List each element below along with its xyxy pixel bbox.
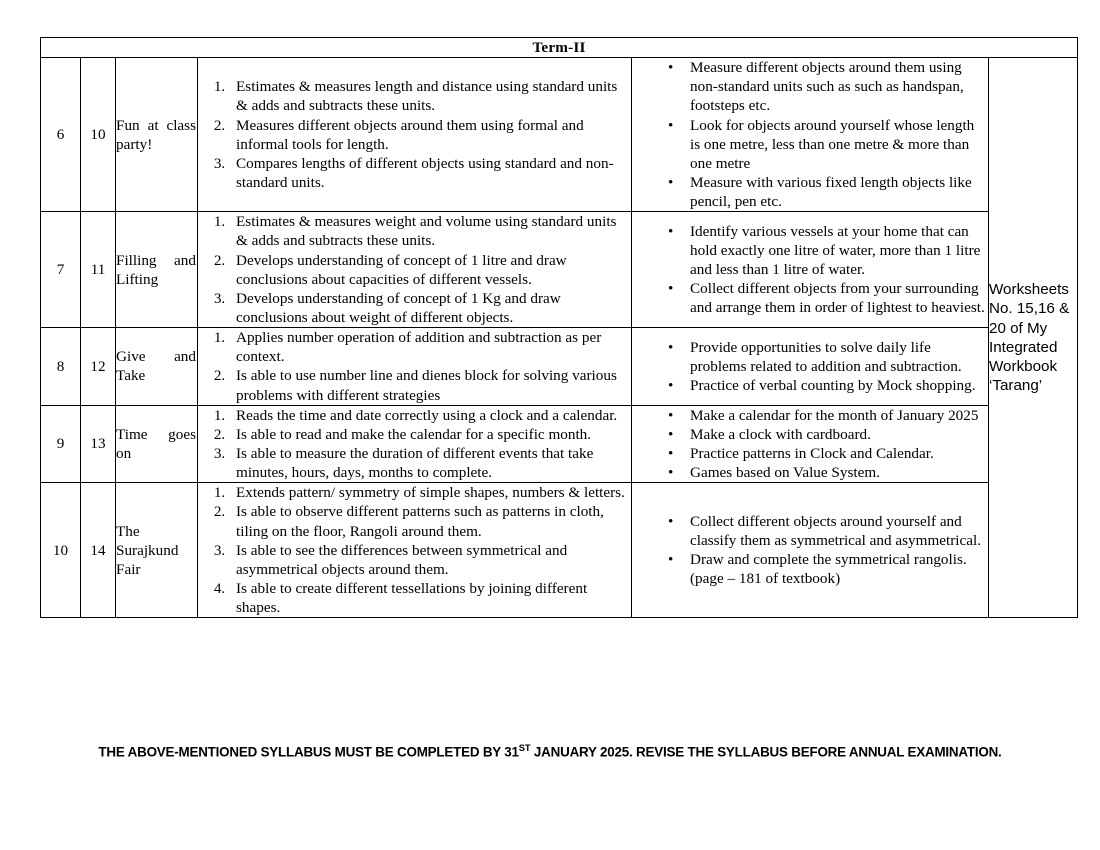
- bullet-icon: •: [668, 59, 674, 77]
- list-item: 3. Develops understanding of concept of 1 Kg and draw conclusions about weight of different objects.: [229, 289, 631, 327]
- list-item: 2. Is able to read and make the calendar for a specific month.: [229, 425, 631, 444]
- row-week: 10: [81, 58, 116, 212]
- activities-list: [632, 222, 988, 318]
- row-outcomes: [198, 212, 632, 328]
- list-item: 3. Compares lengths of different objects using standard and non-standard units.: [229, 154, 631, 192]
- row-theme-label: Fun at class party!: [116, 116, 196, 153]
- list-item-text: Games based on Value System.: [690, 464, 880, 482]
- row-theme: [116, 58, 198, 212]
- bullet-icon: •: [668, 222, 674, 240]
- row-activities: [632, 483, 989, 618]
- row-sno: 9: [41, 405, 81, 483]
- bullet-icon: •: [668, 425, 674, 443]
- list-item: 4. Is able to create different tessellations by joining different shapes.: [229, 579, 631, 617]
- row-sno: 7: [41, 212, 81, 328]
- bullet-icon: •: [668, 173, 674, 191]
- activities-list: [632, 406, 988, 483]
- list-item: 2. Is able to observe different patterns such as patterns in cloth, tiling on the floor, Rangoli around them.: [229, 502, 631, 540]
- list-item: [668, 279, 988, 317]
- list-item: [668, 222, 988, 279]
- outcomes-list: [198, 483, 631, 617]
- table-row: [41, 405, 1078, 483]
- row-theme-label: Give and Take: [116, 348, 196, 385]
- row-outcomes: [198, 405, 632, 483]
- list-item: 1. Applies number operation of addition and subtraction as per context.: [229, 328, 631, 366]
- list-item-text: Provide opportunities to solve daily life problems related to addition and subtraction.: [690, 338, 962, 375]
- list-item: [668, 58, 988, 115]
- list-item-text: Measure different objects around them using non-standard units such as such as handspan, footsteps etc.: [690, 59, 964, 115]
- row-outcomes: [198, 328, 632, 406]
- row-theme: [116, 483, 198, 618]
- list-item-text: Collect different objects from your surrounding and arrange them in order of lightest to heaviest.: [690, 280, 985, 317]
- bullet-icon: •: [668, 406, 674, 424]
- list-item: 2. Measures different objects around them using formal and informal tools for length.: [229, 116, 631, 154]
- list-item-text: Look for objects around yourself whose length is one metre, less than one metre & more than one metre: [690, 116, 975, 172]
- footer-note-part2: JANUARY 2025. REVISE THE SYLLABUS BEFORE ANNUAL EXAMINATION.: [530, 744, 1002, 760]
- row-sno: 10: [41, 483, 81, 618]
- row-activities: [632, 405, 989, 483]
- bullet-icon: •: [668, 464, 674, 482]
- activities-list: [632, 512, 988, 589]
- outcomes-list: [198, 77, 631, 192]
- bullet-icon: •: [668, 116, 674, 134]
- list-item-text: Identify various vessels at your home that can hold exactly one litre of water, more than 1 litre and less than 1 litre of water.: [690, 222, 981, 279]
- table-title-row: [41, 38, 1078, 58]
- bullet-icon: •: [668, 551, 674, 569]
- bullet-icon: •: [668, 338, 674, 356]
- list-item-text: Practice of verbal counting by Mock shopping.: [690, 376, 976, 394]
- outcomes-list: [198, 328, 631, 405]
- row-week: 12: [81, 328, 116, 406]
- bullet-icon: •: [668, 280, 674, 298]
- row-activities: [632, 328, 989, 406]
- row-activities: [632, 58, 989, 212]
- bullet-icon: •: [668, 376, 674, 394]
- row-week: 11: [81, 212, 116, 328]
- table-row: [41, 328, 1078, 406]
- row-week: 13: [81, 405, 116, 483]
- list-item: [668, 338, 988, 376]
- row-theme-label: Time goes on: [116, 425, 196, 462]
- list-item-text: Measure with various fixed length objects like pencil, pen etc.: [690, 173, 972, 211]
- bullet-icon: •: [668, 512, 674, 530]
- list-item: [668, 425, 988, 444]
- list-item: [668, 173, 988, 211]
- list-item: [668, 463, 988, 482]
- list-item: [668, 550, 988, 588]
- worksheet-reference-cell: Worksheets No. 15,16 & 20 of My Integrated Workbook ‘Tarang’: [989, 58, 1078, 618]
- outcomes-list: [198, 212, 631, 327]
- row-theme-label: The Surajkund Fair: [116, 522, 179, 578]
- list-item: 2. Develops understanding of concept of 1 litre and draw conclusions about capacities of different vessels.: [229, 251, 631, 289]
- row-theme: [116, 328, 198, 406]
- row-sno: 6: [41, 58, 81, 212]
- row-sno: 8: [41, 328, 81, 406]
- list-item: 3. Is able to see the differences between symmetrical and asymmetrical objects around them.: [229, 541, 631, 579]
- footer-note: [0, 742, 1100, 759]
- row-activities: [632, 212, 989, 328]
- list-item-text: Collect different objects around yourself and classify them as symmetrical and asymmetrical.: [690, 512, 982, 550]
- list-item: 1. Estimates & measures length and distance using standard units & adds and subtracts these units.: [229, 77, 631, 115]
- list-item-text: Make a calendar for the month of January 2025: [690, 406, 979, 424]
- list-item: [668, 376, 988, 395]
- list-item: 1. Estimates & measures weight and volume using standard units & adds and subtracts these units.: [229, 212, 631, 250]
- activities-list: [632, 338, 988, 395]
- footer-note-part1: THE ABOVE-MENTIONED SYLLABUS MUST BE COMPLETED BY 31: [98, 744, 519, 760]
- list-item-text: Practice patterns in Clock and Calendar.: [690, 444, 934, 462]
- term-title: Term-II: [41, 38, 1078, 58]
- list-item: 3. Is able to measure the duration of different events that take minutes, hours, days, months to complete.: [229, 444, 631, 482]
- row-theme: [116, 212, 198, 328]
- list-item: [668, 444, 988, 463]
- row-theme: [116, 405, 198, 483]
- activities-list: [632, 58, 988, 211]
- list-item: [668, 116, 988, 173]
- table-row: [41, 483, 1078, 618]
- row-theme-label: Filling and Lifting: [116, 251, 196, 288]
- table-row: [41, 212, 1078, 328]
- row-outcomes: [198, 483, 632, 618]
- outcomes-list: [198, 406, 631, 483]
- list-item: [668, 512, 988, 550]
- table-row: [41, 58, 1078, 212]
- bullet-icon: •: [668, 444, 674, 462]
- list-item: [668, 406, 988, 425]
- row-week: 14: [81, 483, 116, 618]
- list-item: 2. Is able to use number line and dienes block for solving various problems with different strategies: [229, 366, 631, 404]
- list-item-text: Draw and complete the symmetrical rangolis.(page – 181 of textbook): [690, 551, 967, 588]
- syllabus-table: [40, 37, 1078, 618]
- list-item: 1. Extends pattern/ symmetry of simple shapes, numbers & letters.: [229, 483, 631, 502]
- list-item-text: Make a clock with cardboard.: [690, 425, 871, 443]
- row-outcomes: [198, 58, 632, 212]
- footer-note-superscript: ST: [518, 742, 531, 753]
- list-item: 1. Reads the time and date correctly using a clock and a calendar.: [229, 406, 631, 425]
